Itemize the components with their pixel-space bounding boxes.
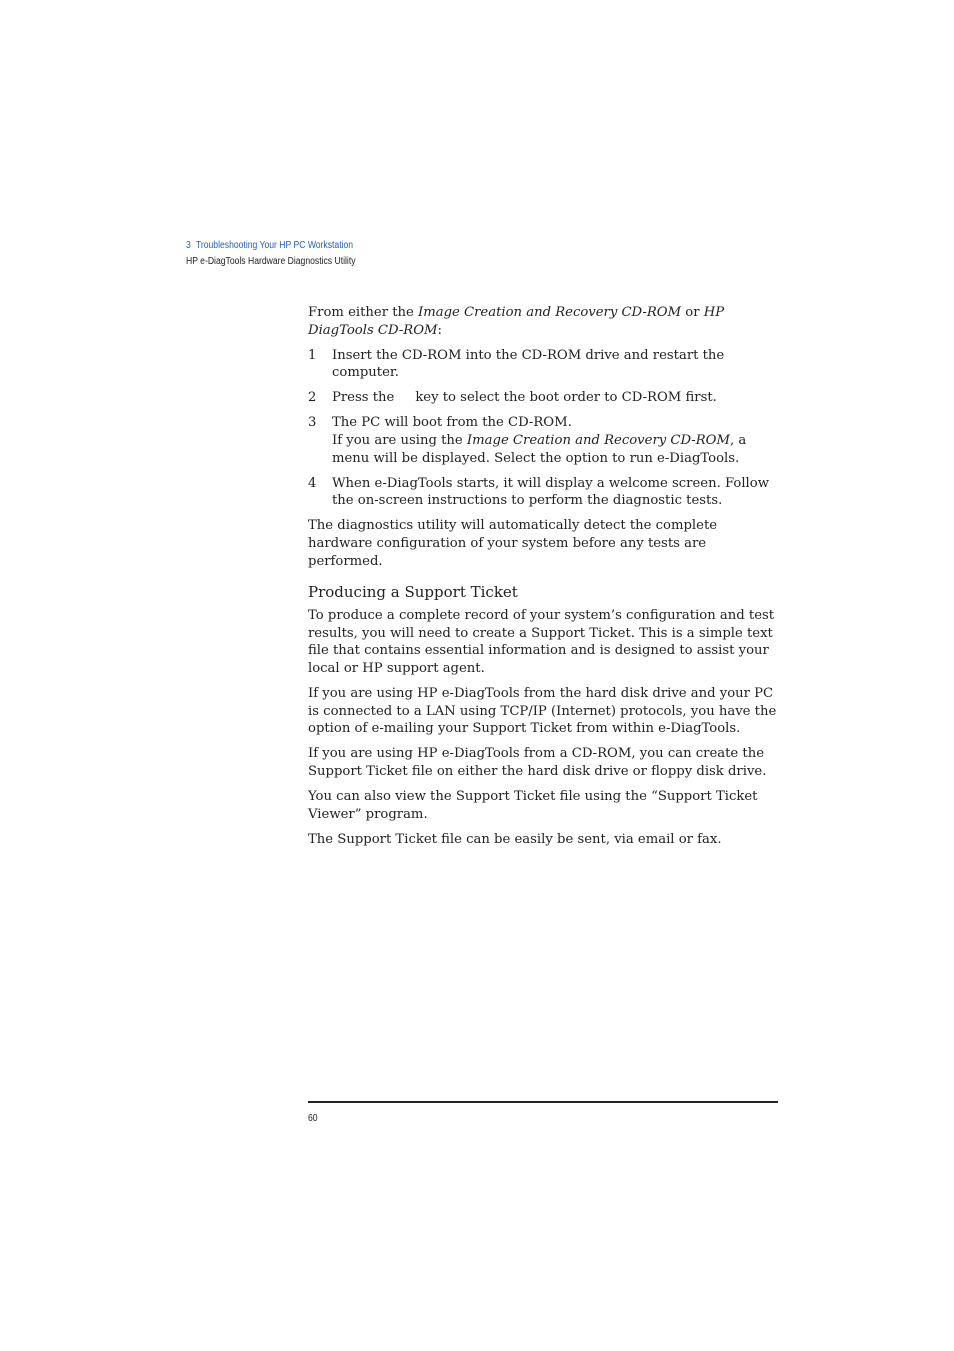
step-text: When e-DiagTools starts, it will display a welcome screen. Follow the on-screen instructions to perform the diagnostic tests. — [332, 475, 770, 509]
step-4 — [308, 475, 778, 510]
chapter-title: Troubleshooting Your HP PC Workstation — [195, 240, 354, 251]
step-text: The PC will boot from the CD-ROM. — [332, 415, 572, 431]
page-body — [308, 304, 778, 856]
running-header-chapter — [186, 240, 353, 252]
email-option-paragraph: If you are using HP e-DiagTools from the hard disk drive and your PC is connected to a LAN using TCP/IP (Internet) protocols, you have the option of e-mailing your Support Ticket from within e-DiagTools. — [308, 686, 777, 737]
intro-paragraph — [308, 304, 778, 339]
step-number: 3 — [308, 415, 317, 431]
step-text-after: key to select the boot order to CD-ROM first. — [415, 390, 717, 406]
step-number: 4 — [308, 475, 317, 491]
send-paragraph: The Support Ticket file can be easily be sent, via email or fax. — [308, 831, 722, 847]
viewer-paragraph: You can also view the Support Ticket file using the “Support Ticket Viewer” program. — [308, 789, 758, 822]
subsection-heading: Producing a Support Ticket — [308, 583, 518, 602]
step-number: 2 — [308, 390, 317, 406]
step-3 — [308, 414, 778, 467]
step-note-title: Image Creation and Recovery CD-ROM — [466, 433, 730, 449]
step-note-lead: If you are using the — [332, 433, 467, 449]
intro-mid: or — [681, 305, 704, 320]
running-header-section: HP e-DiagTools Hardware Diagnostics Utility — [186, 256, 356, 267]
step-1 — [308, 347, 778, 382]
page-number: 60 — [308, 1113, 318, 1124]
intro-title-diagtools: HP DiagTools CD-ROM — [308, 305, 725, 338]
intro-end: : — [437, 322, 442, 338]
step-2 — [308, 389, 778, 407]
support-ticket-paragraph: To produce a complete record of your system’s configuration and test results, you will need to create a Support Ticket. This is a simple text file that contains essential information and is designed to assist your local or HP support agent. — [308, 608, 775, 676]
chapter-number: 3 — [186, 240, 191, 251]
step-text-before: Press the — [332, 390, 395, 406]
step-number: 1 — [308, 347, 317, 363]
steps-list — [308, 347, 778, 510]
detect-paragraph: The diagnostics utility will automatically detect the complete hardware configuration of your system before any tests are performed. — [308, 518, 718, 569]
intro-title-image-creation: Image Creation and Recovery CD-ROM — [418, 305, 682, 320]
footer-rule — [308, 1101, 778, 1103]
cdrom-option-paragraph: If you are using HP e-DiagTools from a CD-ROM, you can create the Support Ticket file on either the hard disk drive or floppy disk drive. — [308, 746, 767, 779]
step-note-end: , a menu will be displayed. Select the option to run e-DiagTools. — [332, 433, 747, 466]
step-text: Insert the CD-ROM into the CD-ROM drive and restart the computer. — [332, 347, 725, 381]
intro-lead: From either the — [308, 305, 418, 320]
